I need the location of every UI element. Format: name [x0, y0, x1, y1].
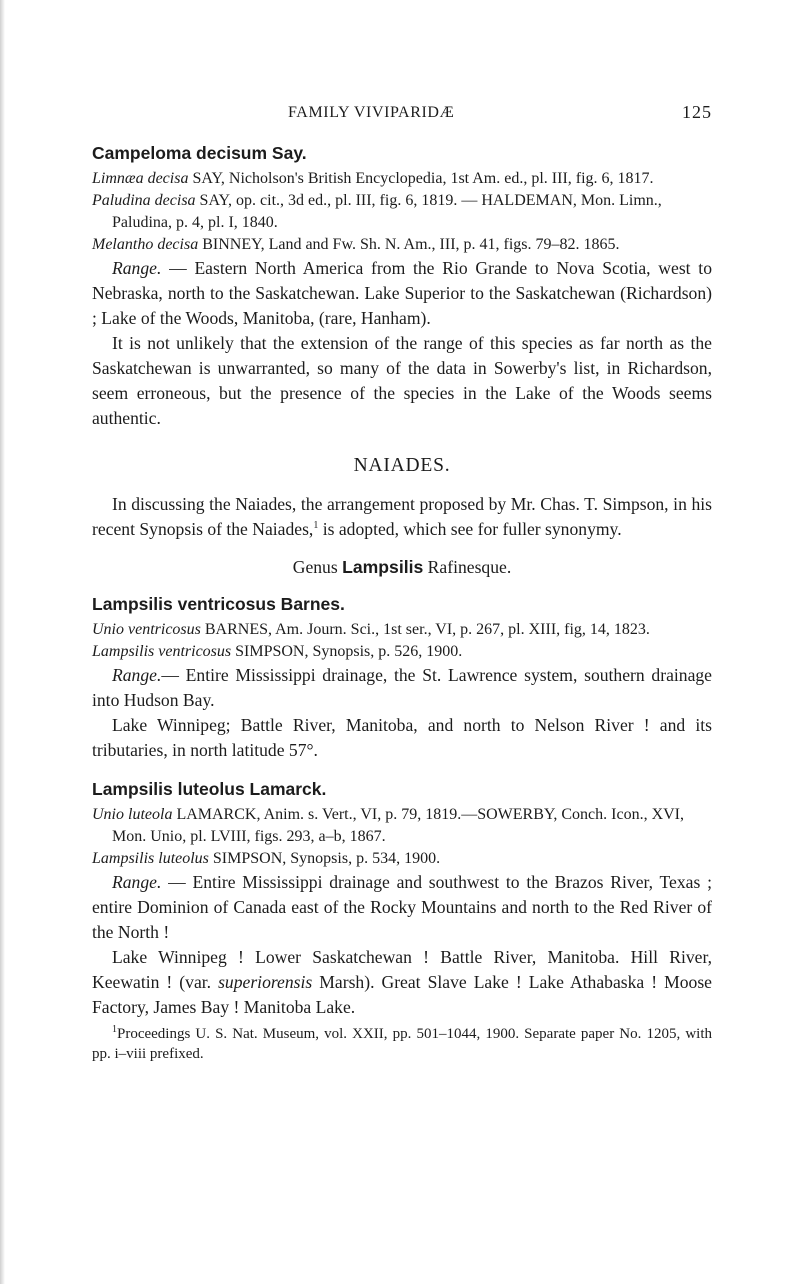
synonym-entry: Lampsilis luteolus SIMPSON, Synopsis, p. 534, 1900. — [92, 850, 441, 867]
footnote: $^1$Proceedings U. S. Nat. Museum, vol. XXII, pp. 501–1044, 1900. Separate paper No. 1205, with pp. i–viii prefixed. — [92, 1024, 712, 1062]
synonym-entry: Paludina decisa SAY, op. cit., 3d ed., pl. III, fig. 6, 1819. — HALDEMAN, Mon. Limn., Paludina, p. 4, pl. I, 1840. — [92, 192, 662, 231]
synonym-entry: Unio luteola LAMARCK, Anim. s. Vert., VI, p. 79, 1819.—SOWERBY, Conch. Icon., XVI, Mon. Unio, pl. LVIII, figs. 293, a–b, 1867. — [92, 806, 684, 845]
note-paragraph: It is not unlikely that the extension of the range of this species as far north as the Saskatchewan is unwarranted, so many of the data in Sowerby's list, in Richardson, seem erroneous, but the presence of the species in the Lake of the Woods seems authentic. — [92, 333, 712, 428]
localities-paragraph: Lake Winnipeg ! Lower Saskatchewan ! Battle River, Manitoba. Hill River, Keewatin ! (var. superiorensis Marsh). Great Slave Lake ! Lake Athabaska ! Moose Factory, James Bay ! Manitoba Lake. — [92, 947, 712, 1017]
footnote-ref: 1 — [313, 520, 319, 532]
synonym-entry: Melantho decisa BINNEY, Land and Fw. Sh. N. Am., III, p. 41, figs. 79–82. 1865. — [92, 236, 620, 253]
species-heading-ventricosus: Lampsilis ventricosus Barnes. — [92, 594, 345, 614]
synonym-entry: Unio ventricosus BARNES, Am. Journ. Sci., 1st ser., VI, p. 267, pl. XIII, fig, 14, 1823. — [92, 621, 650, 638]
running-head — [92, 100, 712, 126]
range-paragraph: Range. — Entire Mississippi drainage and southwest to the Brazos River, Texas ; entire Dominion of Canada east of the Rocky Mountains and north to the Red River of the North ! — [92, 872, 712, 942]
genus-heading: Genus Lampsilis Rafinesque. — [292, 557, 512, 577]
localities-paragraph: Lake Winnipeg; Battle River, Manitoba, and north to Nelson River ! and its tributaries, in north latitude 57°. — [92, 715, 712, 760]
species-heading-luteolus: Lampsilis luteolus Lamarck. — [92, 779, 327, 799]
section-heading-naiades: NAIADES. — [353, 455, 451, 476]
footnote-marker: 1 — [112, 1024, 117, 1035]
range-paragraph: Range. — Eastern North America from the Rio Grande to Nova Scotia, west to Nebraska, north to the Saskatchewan. Lake Superior to the Saskatchewan (Richardson) ; Lake of the Woods, Manitoba, (rare, Hanham). — [92, 258, 712, 328]
synonym-entry: Limnæa decisa SAY, Nicholson's British Encyclopedia, 1st Am. ed., pl. III, fig. 6, 1817. — [92, 170, 654, 187]
running-head-title: FAMILY VIVIPARIDÆ — [288, 104, 455, 121]
species-heading-campeloma: Campeloma decisum Say. — [92, 143, 307, 163]
page-number: 125 — [682, 102, 712, 122]
book-page — [92, 100, 712, 1079]
range-paragraph: Range.— Entire Mississippi drainage, the St. Lawrence system, southern drainage into Hudson Bay. — [92, 665, 712, 710]
page-edge-shadow — [0, 0, 5, 1284]
synonym-entry: Lampsilis ventricosus SIMPSON, Synopsis, p. 526, 1900. — [92, 643, 463, 660]
intro-paragraph: In discussing the Naiades, the arrangement proposed by Mr. Chas. T. Simpson, in his recent Synopsis of the Naiades,$^1$ is adopted, which see for fuller synonymy. — [92, 494, 712, 539]
